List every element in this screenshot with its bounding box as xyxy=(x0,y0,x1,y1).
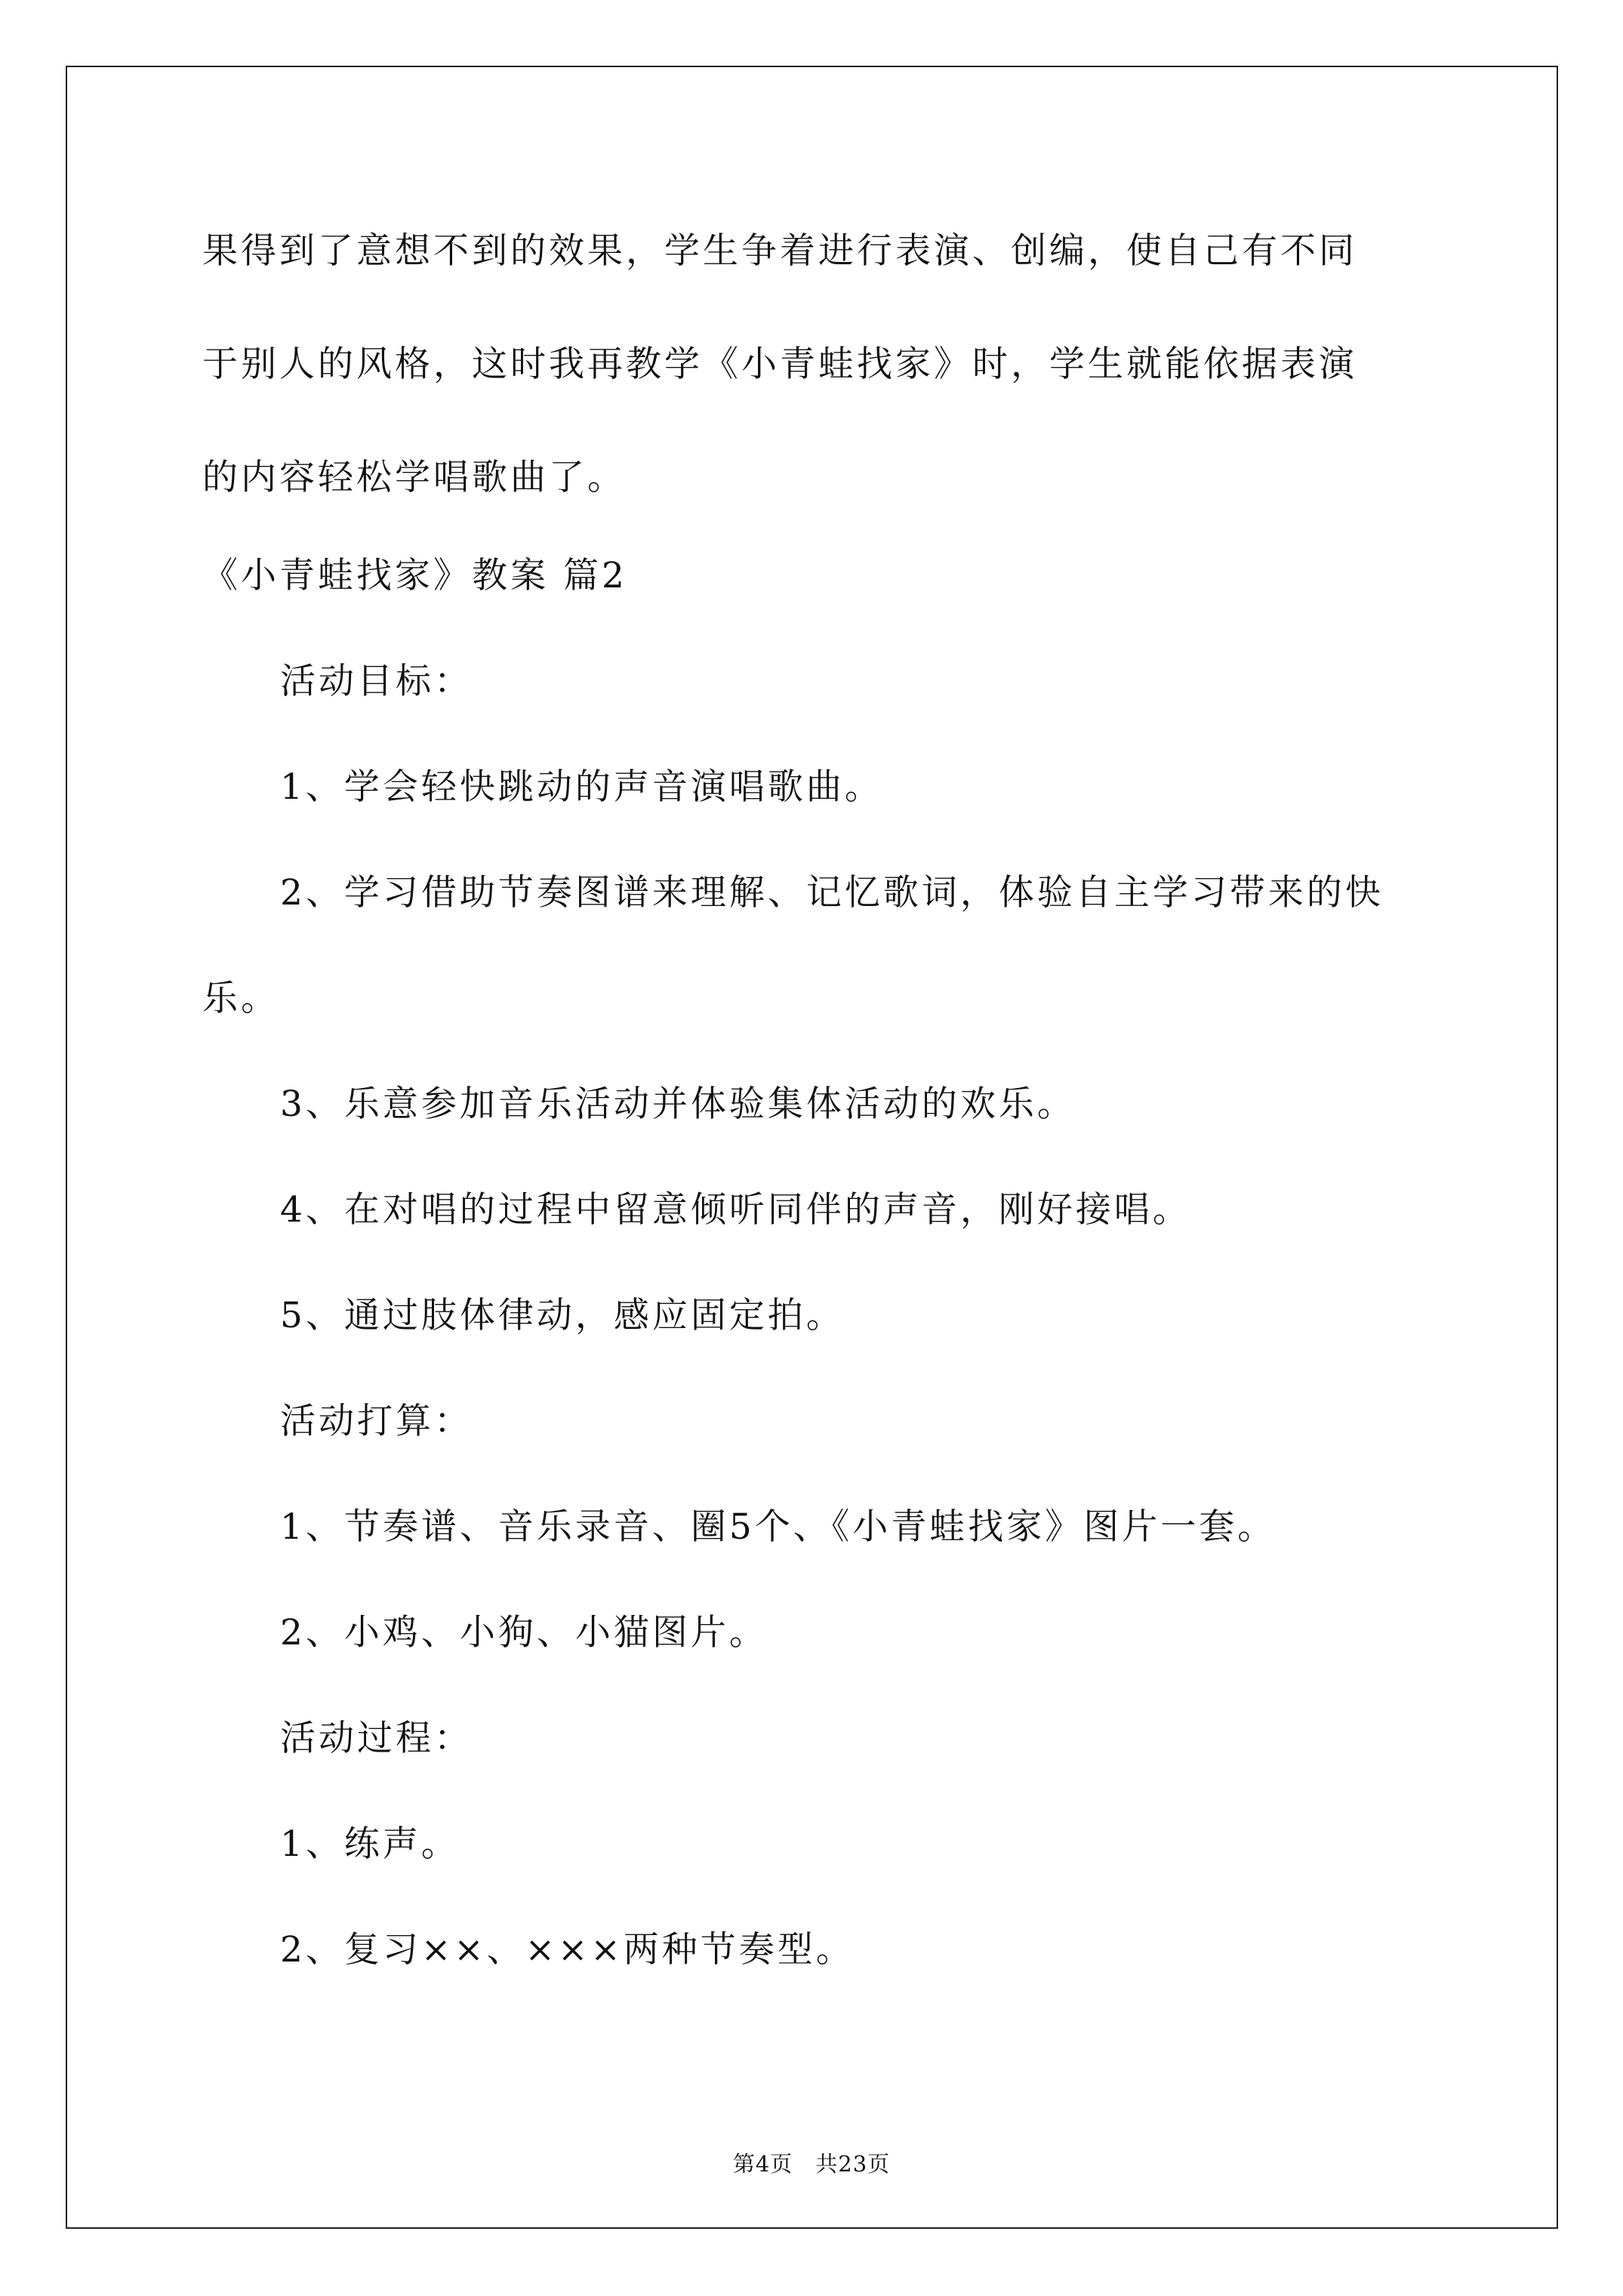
list-item: 2、小鸡、小狗、小猫图片。 xyxy=(280,1612,768,1653)
page-number-footer: 第4页 共23页 xyxy=(732,2151,891,2177)
subheading-goals: 活动目标： xyxy=(280,661,473,702)
page-frame xyxy=(66,66,1558,2229)
paragraph-line: 的内容轻松学唱歌曲了。 xyxy=(202,457,626,498)
list-item: 1、节奏谱、音乐录音、圈5个、《小青蛙找家》图片一套。 xyxy=(280,1506,1277,1548)
section-heading: 《小青蛙找家》教案 篇2 xyxy=(202,555,627,596)
list-item: 2、学习借助节奏图谱来理解、记忆歌词，体验自主学习带来的快 xyxy=(280,872,1384,914)
list-item: 4、在对唱的过程中留意倾听同伴的声音，刚好接唱。 xyxy=(280,1189,1191,1231)
list-item: 2、复习××、×××两种节奏型。 xyxy=(280,1929,855,1971)
list-item-continuation: 乐。 xyxy=(202,978,279,1019)
subheading-preparation: 活动打算： xyxy=(280,1401,473,1442)
paragraph-line: 果得到了意想不到的效果，学生争着进行表演、创编，使自己有不同 xyxy=(202,230,1357,272)
list-item: 1、练声。 xyxy=(280,1823,460,1865)
list-item: 5、通过肢体律动，感应固定拍。 xyxy=(280,1295,845,1336)
list-item: 3、乐意参加音乐活动并体验集体活动的欢乐。 xyxy=(280,1083,1076,1125)
paragraph-line: 于别人的风格，这时我再教学《小青蛙找家》时，学生就能依据表演 xyxy=(202,344,1357,385)
subheading-process: 活动过程： xyxy=(280,1718,473,1759)
list-item: 1、学会轻快跳动的声音演唱歌曲。 xyxy=(280,766,883,808)
